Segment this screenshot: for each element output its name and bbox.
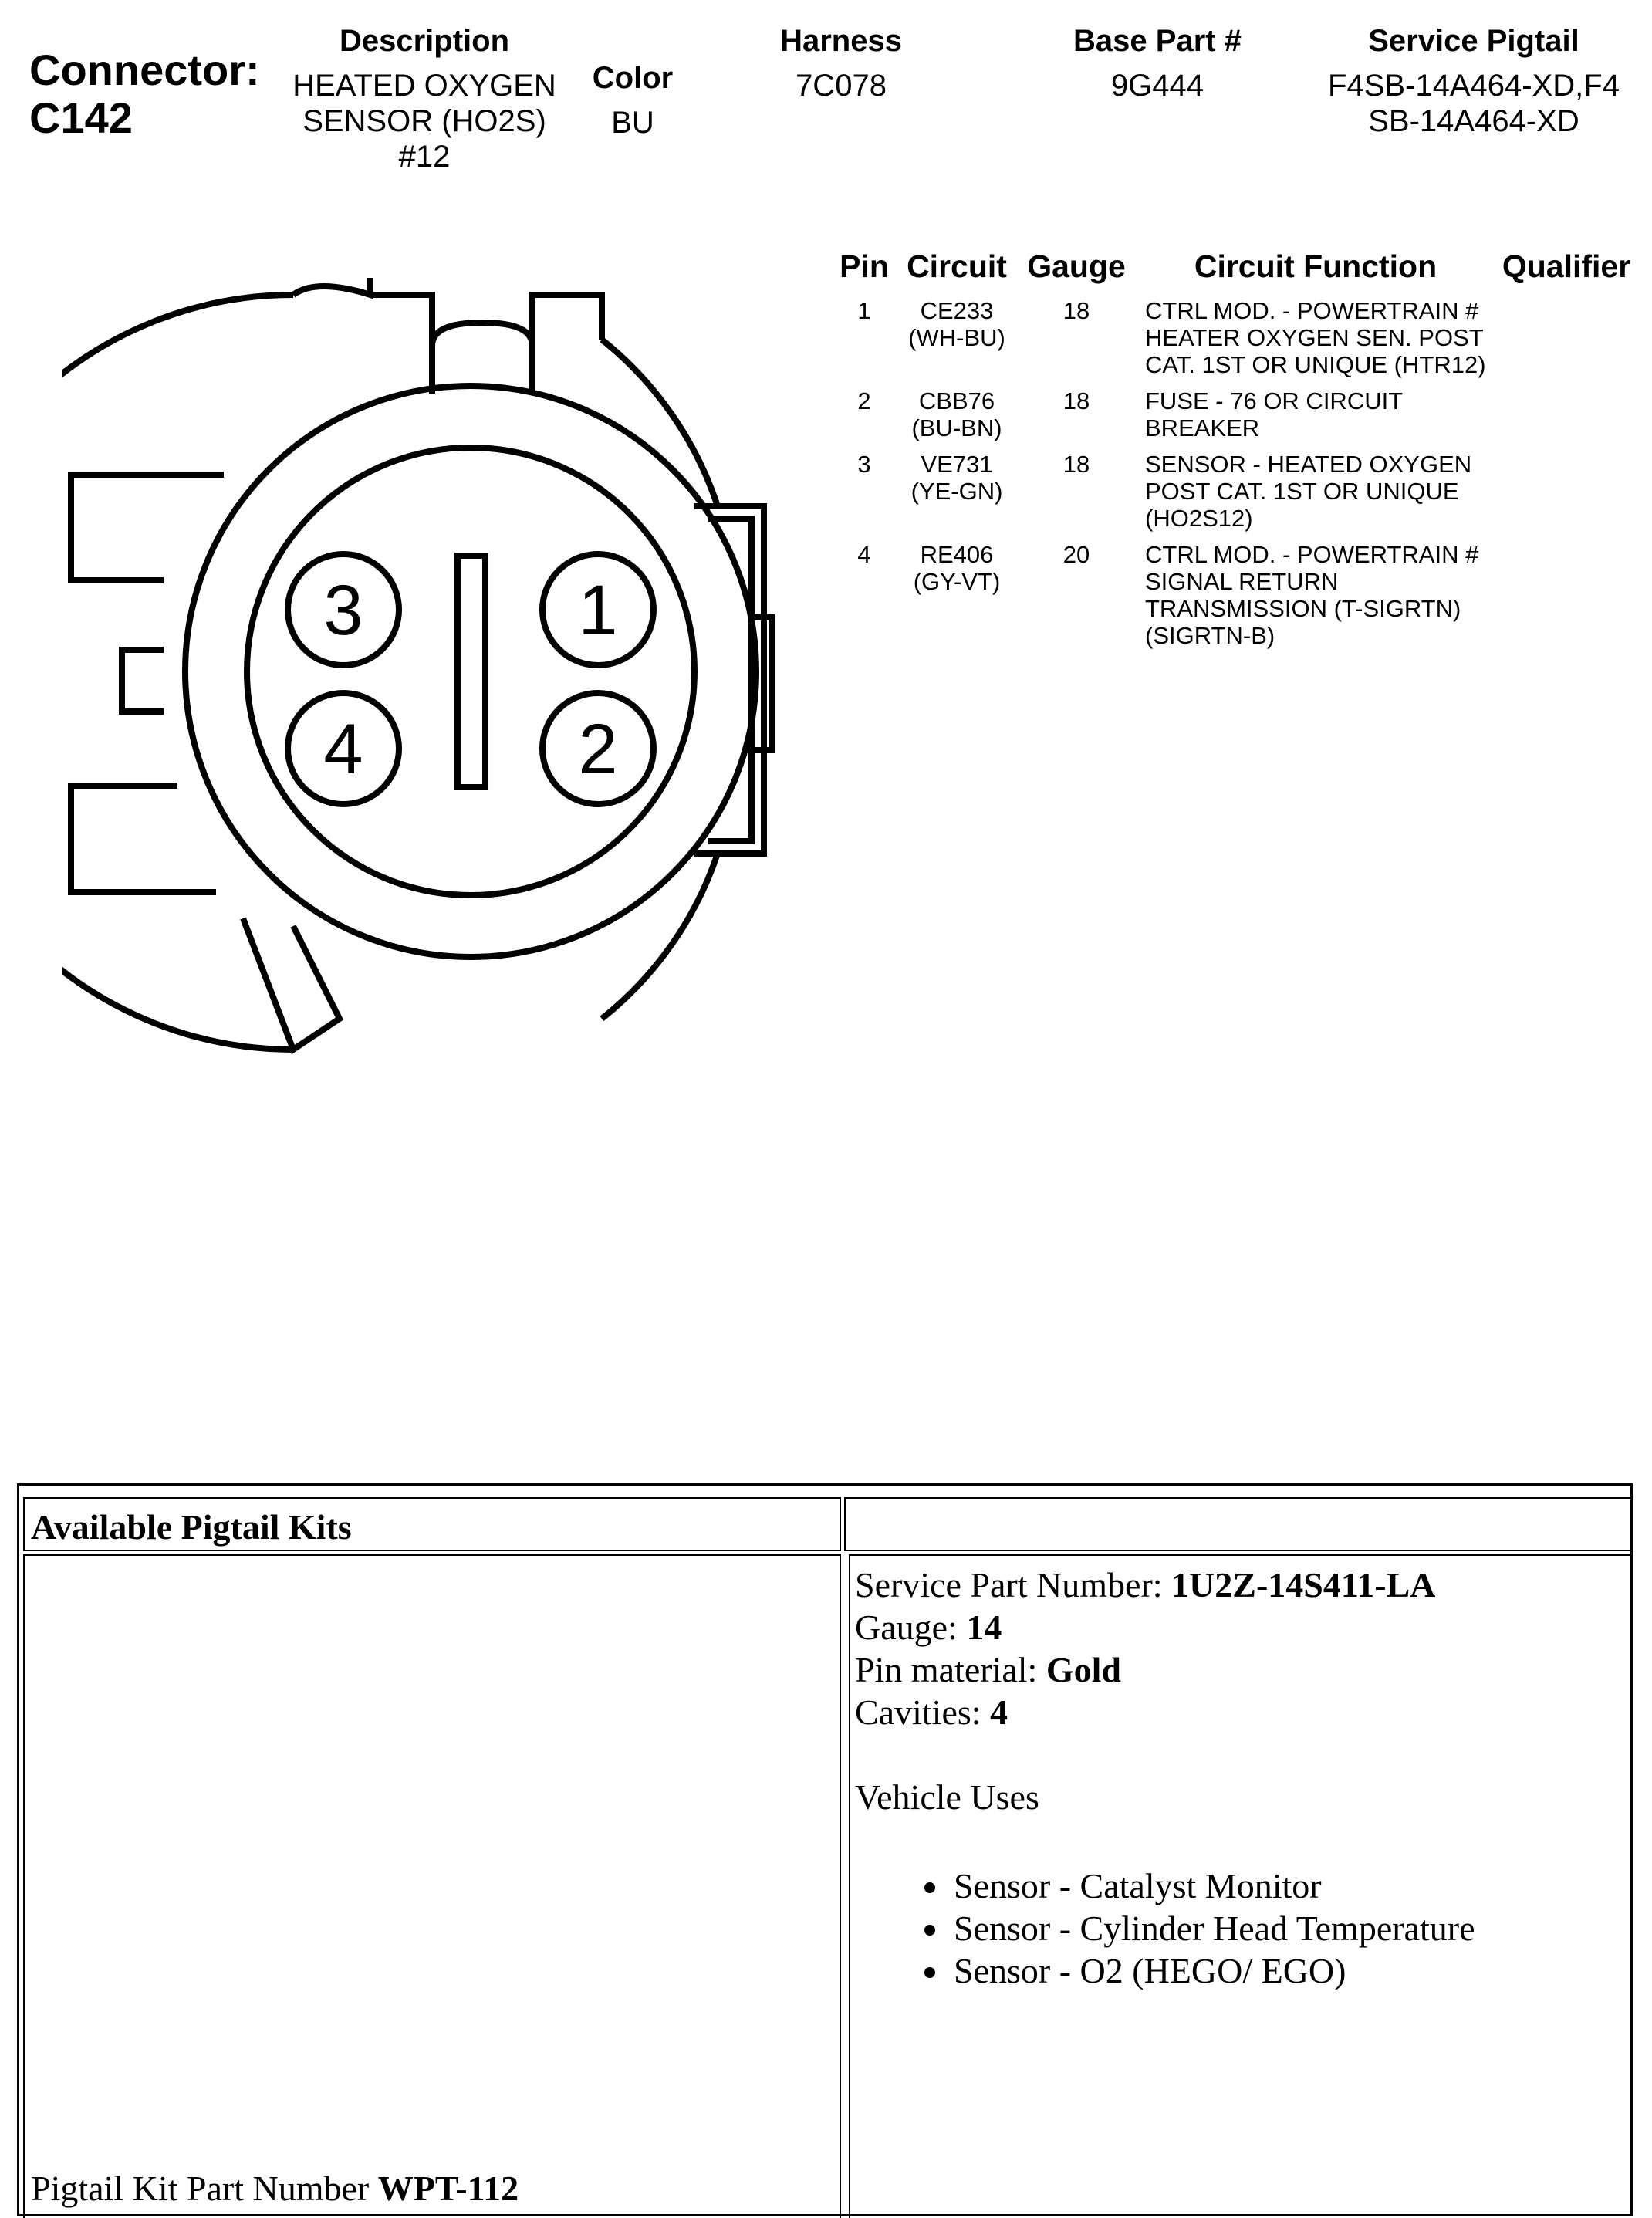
- service-part-line: [855, 1564, 1475, 1606]
- inner-face: [247, 448, 694, 895]
- center-divider: [458, 556, 485, 787]
- pin-cell: 2: [857, 387, 871, 414]
- vehicle-uses-title: Vehicle Uses: [855, 1777, 1039, 1817]
- pin-material-label: Pin material:: [855, 1650, 1038, 1689]
- circuit-cell: [895, 541, 1019, 658]
- list-item: • Sensor - Cylinder Head Temperature: [951, 1907, 1475, 1949]
- kit-part-label: Pigtail Kit Part Number: [31, 2169, 370, 2208]
- pin-material-line: [855, 1648, 1475, 1691]
- lower-latch-tab: [71, 786, 216, 892]
- col-header-circuit-function: Circuit Function: [1194, 249, 1437, 284]
- gauge-value: 14: [966, 1608, 1002, 1647]
- circuit-cell: [895, 297, 1019, 387]
- pigtail-kit-details-cell: [849, 1554, 1633, 2218]
- pin-table-header-row: [833, 249, 1636, 297]
- col-header-circuit: Circuit: [907, 249, 1007, 284]
- function-cell: CTRL MOD. - POWERTRAIN # HEATER OXYGEN SEN. POST CAT. 1ST OR UNIQUE (HTR12): [1145, 297, 1486, 378]
- pigtail-kit-image-cell: [23, 1554, 841, 2218]
- list-item: • Sensor - O2 (HEGO/ EGO): [951, 1949, 1475, 1992]
- description-value: HEATED OXYGEN SENSOR (HO2S) #12: [292, 69, 556, 174]
- cavities-label: Cavities:: [855, 1692, 981, 1732]
- base-part-column: [1049, 23, 1265, 103]
- pigtail-kits-title: Available Pigtail Kits: [23, 1497, 841, 1551]
- kit-part-value: WPT-112: [377, 2169, 519, 2208]
- qualifier-cell: [1497, 541, 1636, 658]
- col-header-pin: Pin: [840, 249, 889, 284]
- color-heading: Color: [592, 61, 674, 95]
- color-column: [579, 60, 687, 140]
- description-column: [278, 23, 571, 174]
- gauge-label: Gauge:: [855, 1608, 958, 1647]
- connector-label: Connector:: [29, 46, 260, 94]
- service-pigtail-heading: Service Pigtail: [1368, 24, 1579, 58]
- circuit-color: (BU-BN): [911, 414, 1002, 441]
- pin-material-value: Gold: [1046, 1650, 1121, 1689]
- pin-number-3: 3: [323, 571, 363, 650]
- qualifier-cell: [1497, 451, 1636, 541]
- harness-value: 7C078: [796, 69, 887, 103]
- circuit-color: (GY-VT): [913, 568, 1001, 595]
- circuit-color: (YE-GN): [910, 478, 1003, 505]
- service-part-value: 1U2Z-14S411-LA: [1171, 1565, 1436, 1604]
- pin-number-1: 1: [578, 571, 618, 650]
- middle-latch-tab: [122, 650, 164, 712]
- connector-id: C142: [29, 93, 133, 142]
- harness-heading: Harness: [780, 24, 902, 58]
- color-value: BU: [611, 106, 654, 140]
- description-heading: Description: [339, 24, 510, 58]
- connector-label-block: [29, 46, 260, 142]
- pin-cell: 4: [857, 541, 871, 568]
- vehicle-uses-list: [855, 1865, 1475, 1992]
- harness-column: [741, 23, 941, 103]
- pigtail-kit-details: [855, 1564, 1475, 1992]
- top-key: [432, 323, 532, 394]
- base-part-value: 9G444: [1110, 69, 1204, 103]
- table-row: [833, 451, 1636, 541]
- circuit-code: CBB76: [918, 387, 995, 414]
- pin-table: [833, 249, 1636, 658]
- list-item: • Sensor - Catalyst Monitor: [951, 1865, 1475, 1907]
- pin-number-4: 4: [323, 710, 363, 789]
- col-header-gauge: Gauge: [1027, 249, 1126, 284]
- gauge-cell: 18: [1062, 451, 1090, 478]
- gauge-cell: 18: [1062, 387, 1090, 414]
- circuit-cell: [895, 387, 1019, 451]
- bottom-key: [243, 918, 340, 1050]
- circuit-color: (WH-BU): [908, 324, 1005, 351]
- function-cell: CTRL MOD. - POWERTRAIN # SIGNAL RETURN TRANSMISSION (T-SIGRTN) (SIGRTN-B): [1145, 541, 1479, 649]
- cavities-line: [855, 1691, 1475, 1733]
- gauge-cell: 18: [1062, 297, 1090, 324]
- upper-latch-tab: [71, 475, 224, 580]
- table-row: [833, 387, 1636, 451]
- table-row: [833, 297, 1636, 387]
- pin-cell: 3: [857, 451, 871, 478]
- pigtail-kit-part-number: [31, 2168, 519, 2209]
- service-pigtail-value: F4SB-14A464-XD,F4SB-14A464-XD: [1328, 69, 1620, 138]
- gauge-line: [855, 1606, 1475, 1648]
- circuit-cell: [895, 451, 1019, 541]
- gauge-cell: 20: [1062, 541, 1090, 568]
- cavities-value: 4: [990, 1692, 1008, 1732]
- base-part-heading: Base Part #: [1073, 24, 1242, 58]
- col-header-qualifier: Qualifier: [1502, 249, 1631, 284]
- function-cell: FUSE - 76 OR CIRCUIT BREAKER: [1145, 387, 1403, 441]
- connector-face-diagram: [62, 278, 802, 1065]
- pin-number-2: 2: [578, 710, 618, 789]
- circuit-code: VE731: [921, 451, 993, 478]
- table-row: [833, 541, 1636, 658]
- service-part-label: Service Part Number:: [855, 1565, 1163, 1604]
- circuit-code: RE406: [920, 541, 994, 568]
- service-pigtail-column: [1327, 23, 1620, 139]
- circuit-code: CE233: [920, 297, 994, 324]
- inner-ring: [185, 386, 756, 957]
- pigtail-kits-title-spacer: [844, 1497, 1633, 1551]
- qualifier-cell: [1497, 297, 1636, 387]
- pin-cell: 1: [857, 297, 871, 324]
- function-cell: SENSOR - HEATED OXYGEN POST CAT. 1ST OR UNIQUE (HO2S12): [1145, 451, 1472, 532]
- qualifier-cell: [1497, 387, 1636, 451]
